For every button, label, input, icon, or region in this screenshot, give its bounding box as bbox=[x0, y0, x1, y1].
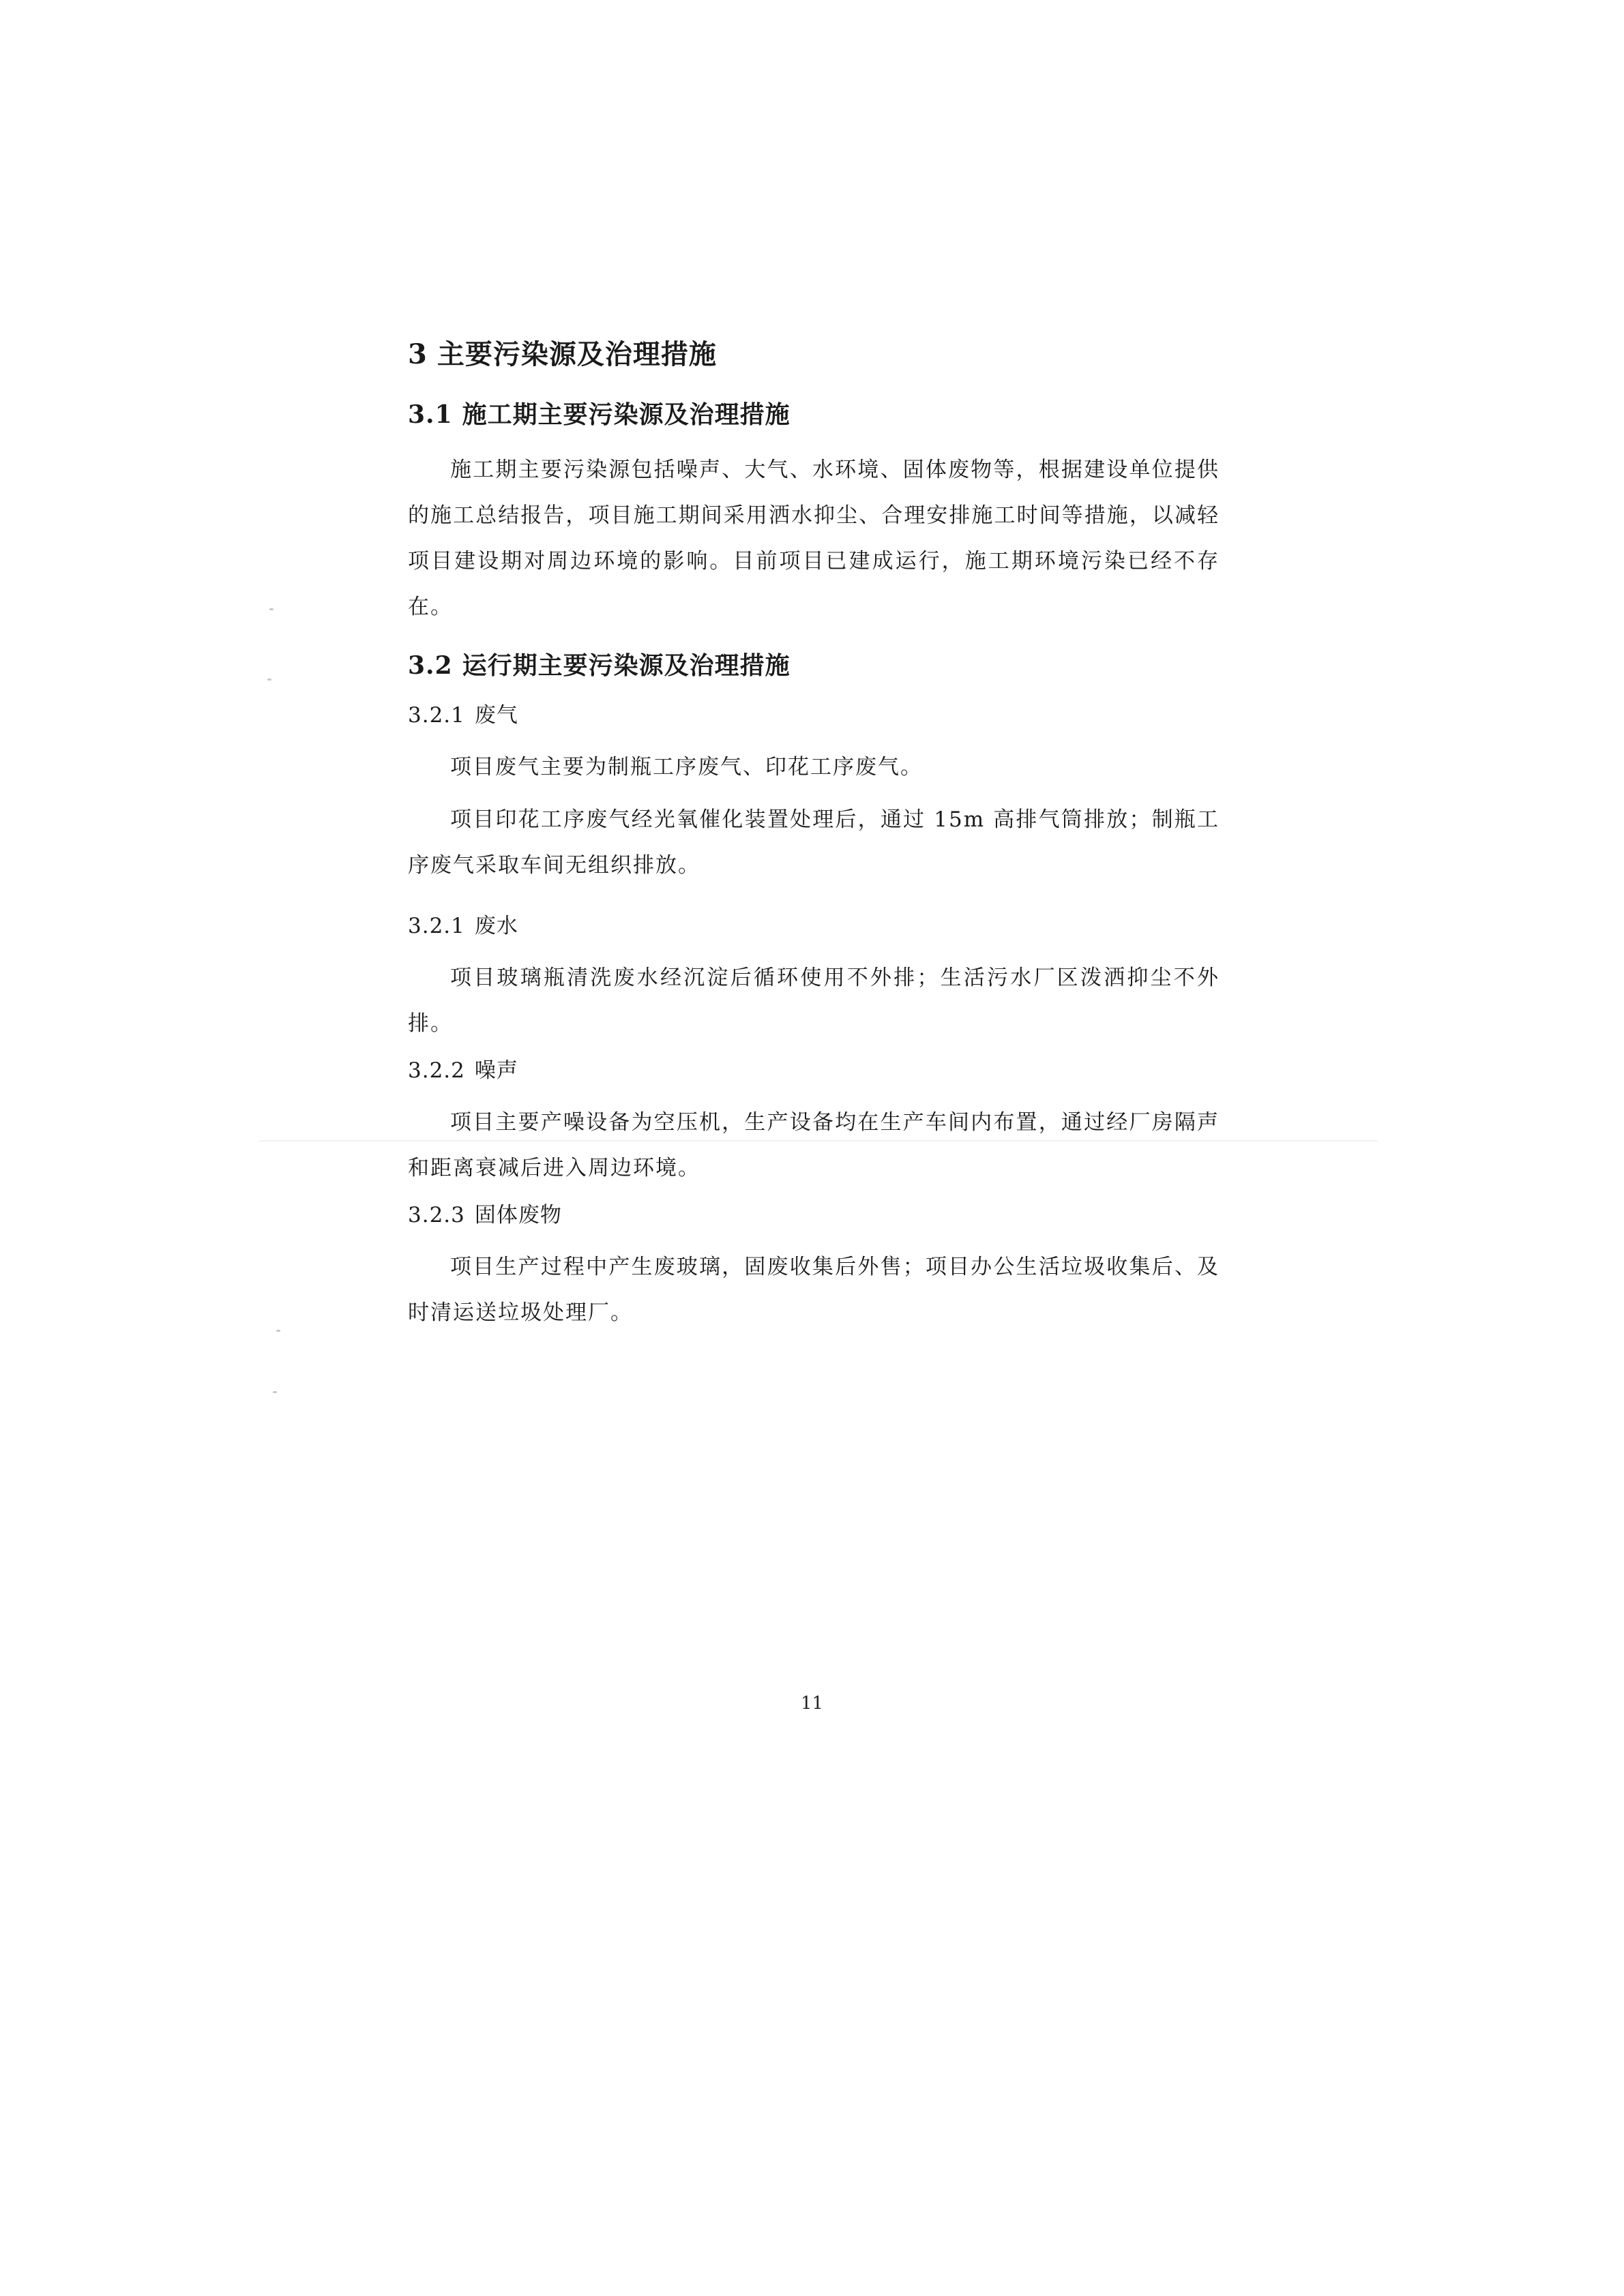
construction-period-paragraph: 施工期主要污染源包括噪声、大气、水环境、固体废物等，根据建设单位提供的施工总结报告，项目施工期间采用洒水抑尘、合理安排施工时间等措施，以减轻项目建设期对周边环境的影响。目前项目已建成运行，施工期环境污染已经不存在。 bbox=[408, 458, 1220, 619]
solid-waste-paragraph: 项目生产过程中产生废玻璃，固废收集后外售；项目办公生活垃圾收集后、及时清运送垃圾处理厂。 bbox=[408, 1255, 1220, 1325]
scan-speck bbox=[267, 679, 271, 681]
subsection-number: 3.2.3 bbox=[408, 1203, 465, 1227]
subsection-heading-waste-water bbox=[408, 909, 1220, 943]
subsection-title: 噪声 bbox=[474, 1058, 518, 1083]
section-title: 主要污染源及治理措施 bbox=[437, 338, 717, 370]
section-title: 施工期主要污染源及治理措施 bbox=[462, 400, 791, 429]
subsection-number: 3.2.2 bbox=[408, 1058, 465, 1083]
section-number: 3.2 bbox=[408, 651, 453, 680]
section-heading-3 bbox=[408, 334, 1220, 375]
waste-gas-paragraph: 项目废气主要为制瓶工序废气、印花工序废气。 bbox=[450, 755, 923, 779]
scan-speck bbox=[269, 608, 274, 610]
subsection-title: 废气 bbox=[474, 703, 518, 728]
scan-speck bbox=[273, 1391, 277, 1393]
subsection-number: 3.2.1 bbox=[408, 914, 465, 938]
page-number: 11 bbox=[800, 1693, 824, 1714]
subsection-number: 3.2.1 bbox=[408, 703, 465, 728]
section-number: 3.1 bbox=[408, 400, 453, 429]
section-number: 3 bbox=[408, 338, 428, 370]
scan-speck bbox=[276, 1330, 280, 1332]
section-title: 运行期主要污染源及治理措施 bbox=[462, 651, 791, 680]
waste-gas-treatment-paragraph: 项目印花工序废气经光氧催化装置处理后，通过 15m 高排气筒排放；制瓶工序废气采取车间无组织排放。 bbox=[408, 807, 1220, 878]
waste-water-paragraph: 项目玻璃瓶清洗废水经沉淀后循环使用不外排；生活污水厂区泼洒抑尘不外排。 bbox=[408, 966, 1220, 1036]
subsection-heading-waste-gas bbox=[408, 698, 1220, 732]
subsection-title: 固体废物 bbox=[474, 1203, 562, 1227]
noise-paragraph: 项目主要产噪设备为空压机，生产设备均在生产车间内布置，通过经厂房隔声和距离衰减后进入周边环境。 bbox=[408, 1110, 1220, 1180]
subsection-heading-noise bbox=[408, 1054, 1220, 1088]
document-body bbox=[408, 334, 1220, 1343]
subsection-title: 废水 bbox=[474, 914, 518, 938]
section-heading-3-2 bbox=[408, 646, 1220, 685]
section-heading-3-1 bbox=[408, 396, 1220, 434]
subsection-heading-solid-waste bbox=[408, 1198, 1220, 1232]
